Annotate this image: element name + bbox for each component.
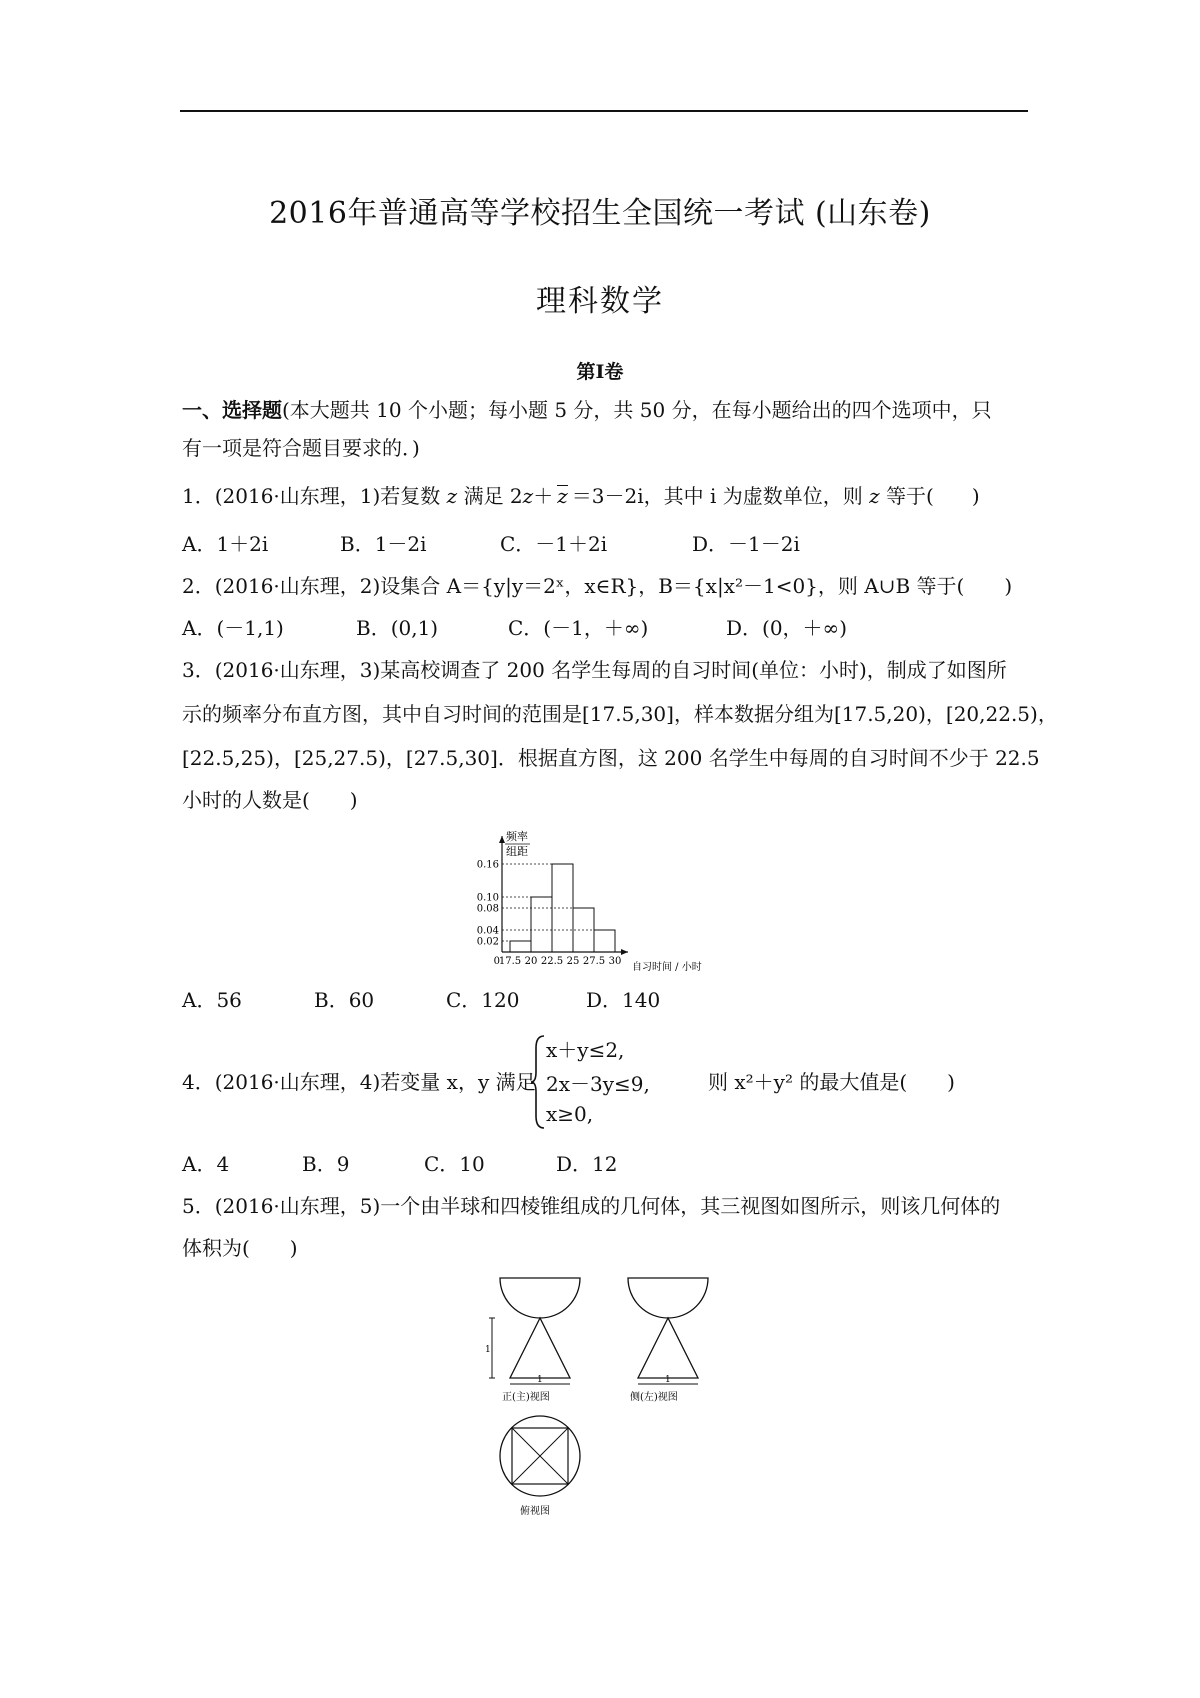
x-axis-label: 自习时间 / 小时 (632, 962, 702, 973)
histogram-bar (594, 930, 615, 952)
x-axis-arrow-icon (621, 949, 628, 955)
q4-options (182, 1150, 617, 1178)
histogram-bar (510, 941, 531, 952)
q2-option-b[interactable]: B．(0,1) (356, 616, 439, 640)
histogram-chart (460, 826, 760, 976)
top-rule (180, 110, 1028, 112)
q4-option-b[interactable]: B．9 (302, 1152, 350, 1176)
y-tick-label: 0.16 (476, 859, 499, 871)
front-view-label: 正(主)视图 (502, 1392, 550, 1403)
q1-option-a[interactable]: A．1＋2i (182, 532, 269, 556)
side-view (628, 1278, 708, 1403)
x-tick-label: 17.5 (498, 956, 522, 967)
y-axis-label-top: 频率 (506, 830, 528, 843)
q2-option-d[interactable]: D．(0，＋∞) (726, 616, 848, 640)
y-axis-label-bottom: 组距 (506, 845, 528, 858)
q1-conjugate: z (557, 484, 568, 508)
top-view (500, 1416, 580, 1517)
q3-line4: 小时的人数是( ) (182, 788, 358, 812)
front-width-label: 1 (537, 1375, 543, 1385)
histogram-bar (531, 897, 552, 952)
q1-mid1: 满足 2 (457, 484, 523, 508)
x-tick-label: 25 (566, 956, 580, 967)
side-width-label: 1 (665, 1375, 671, 1385)
x-tick-label: 27.5 (582, 956, 606, 967)
q1-mid2: ＝3－2i，其中 i 为虚数单位，则 (571, 484, 870, 508)
section-intro-line2: 有一项是符合题目要求的．) (182, 436, 420, 460)
q4-suffix: 则 x²＋y² 的最大值是( ) (708, 1070, 955, 1094)
q3-line2: 示的频率分布直方图，其中自习时间的范围是[17.5,30]，样本数据分组为[17.5,20)，[20,22.5)， (182, 702, 1058, 726)
y-tick-label: 0.02 (476, 936, 499, 948)
section-intro-text: (本大题共 10 个小题；每小题 5 分，共 50 分，在每小题给出的四个选项中，只 (282, 398, 992, 422)
q2-options (182, 614, 847, 642)
q1-close: ) (971, 484, 980, 508)
q4-condition-2: 2x－3y≤9, (546, 1072, 650, 1096)
q1-var: z (446, 484, 458, 508)
x-tick-label: 20 (524, 956, 538, 967)
x-tick-label: 30 (608, 956, 622, 967)
page-title: 2016年普通高等学校招生全国统一考试 (山东卷) (269, 196, 931, 231)
q4-condition-1: x＋y≤2, (546, 1038, 625, 1062)
q4-option-d[interactable]: D．12 (556, 1152, 618, 1176)
front-height-label: 1 (485, 1345, 491, 1355)
y-tick-label: 0.10 (476, 892, 499, 904)
q5-line2: 体积为( ) (182, 1236, 298, 1260)
q3-option-c[interactable]: C．120 (446, 988, 520, 1012)
q3-option-a[interactable]: A．56 (182, 988, 242, 1012)
q1-plus: ＋ (533, 484, 554, 508)
y-tick-label: 0.08 (476, 903, 499, 915)
q2-option-c[interactable]: C．(－1，＋∞) (508, 616, 649, 640)
q1-option-c[interactable]: C．－1＋2i (500, 532, 608, 556)
q1-options (182, 530, 800, 558)
question-1 (182, 482, 980, 510)
y-axis-arrow-icon (499, 836, 505, 843)
q5-line1: 5．(2016·山东理，5)一个由半球和四棱锥组成的几何体，其三视图如图所示，则该几何体的 (182, 1194, 1001, 1218)
q4-condition-3: x≥0, (546, 1102, 594, 1126)
section-intro-line1 (182, 396, 992, 424)
q3-options (182, 986, 660, 1014)
side-view-label: 侧(左)视图 (630, 1392, 678, 1403)
q1-suffix: 等于( (879, 484, 934, 508)
q1-option-b[interactable]: B．1－2i (340, 532, 427, 556)
q3-line1: 3．(2016·山东理，3)某高校调查了 200 名学生每周的自习时间(单位：小时)，制成了如图所 (182, 658, 1007, 682)
q4-option-c[interactable]: C．10 (424, 1152, 485, 1176)
left-brace-icon (530, 1034, 546, 1130)
subject-title: 理科数学 (536, 284, 664, 319)
x-tick-label: 22.5 (540, 956, 564, 967)
q1-option-d[interactable]: D．－1－2i (692, 532, 800, 556)
q2-option-a[interactable]: A．(－1,1) (182, 616, 284, 640)
q1-prefix: 1．(2016·山东理，1)若复数 (182, 484, 447, 508)
q1-var: z (869, 484, 880, 508)
front-view (485, 1278, 580, 1403)
q4-prefix: 4．(2016·山东理，4)若变量 x，y 满足 (182, 1070, 536, 1094)
volume-label: 第Ⅰ卷 (576, 361, 624, 383)
q4-option-a[interactable]: A．4 (182, 1152, 230, 1176)
section-heading: 一、选择题 (182, 398, 282, 422)
q3-option-b[interactable]: B．60 (314, 988, 375, 1012)
q3-option-d[interactable]: D．140 (586, 988, 661, 1012)
origin-label: 0 (493, 956, 500, 967)
y-tick-label: 0.04 (476, 925, 499, 937)
top-view-label: 俯视图 (520, 1506, 550, 1517)
three-view-figure (480, 1270, 740, 1518)
q1-var: z (522, 484, 534, 508)
question-2: 2．(2016·山东理，2)设集合 A＝{y|y＝2ˣ，x∈R}，B＝{x|x²－1<0}，则 A∪B 等于( ) (182, 574, 1013, 598)
q3-line3: [22.5,25)，[25,27.5)，[27.5,30]．根据直方图，这 200 名学生中每周的自习时间不少于 22.5 (182, 746, 1040, 770)
